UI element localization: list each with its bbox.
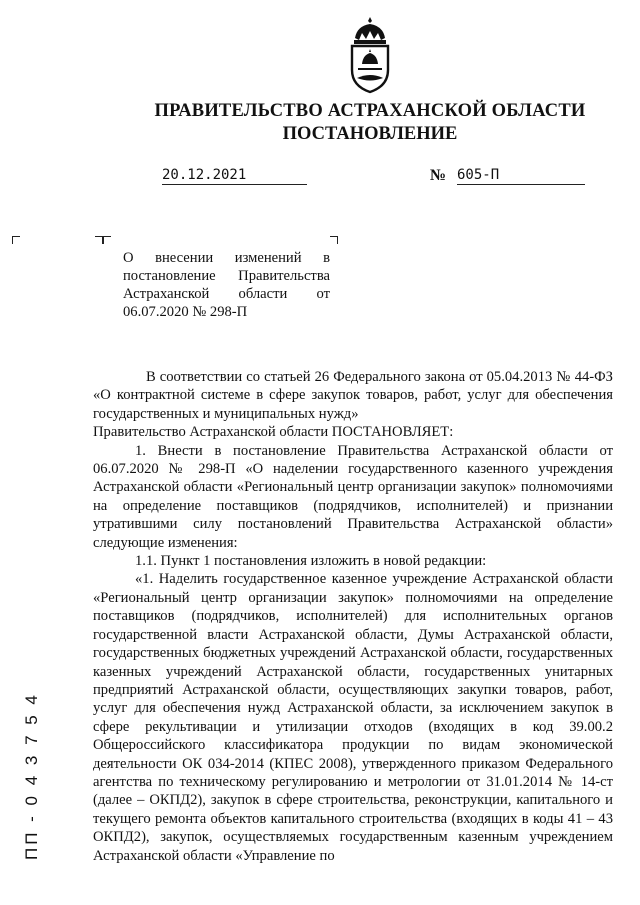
resolution-line: Правительство Астраханской области ПОСТАНОВЛЯЕТ: <box>93 424 454 441</box>
corner-mark <box>95 236 103 244</box>
corner-mark <box>103 236 111 244</box>
coat-of-arms-icon <box>343 16 397 94</box>
side-registration-stamp: ПП - 0 4 3 7 5 4 <box>22 692 41 860</box>
preamble-paragraph: В соответствии со статьей 26 Федерального закона от 05.04.2013 № 44-ФЗ «О контрактной системе в сфере закупок товаров, работ, услуг для обеспечения государственных и муниципальных нужд» <box>93 369 613 422</box>
document-body <box>93 368 613 865</box>
document-type: ПОСТАНОВЛЕНИЕ <box>282 124 458 144</box>
document-number: 605-П <box>457 167 585 185</box>
clause-1-1-paragraph: 1.1. Пункт 1 постановления изложить в новой редакции: <box>135 553 487 570</box>
org-title: ПРАВИТЕЛЬСТВО АСТРАХАНСКОЙ ОБЛАСТИ <box>154 101 586 121</box>
corner-mark <box>330 236 338 244</box>
clause-1-paragraph: 1. Внести в постановление Правительства Астраханской области от 06.07.2020 № 298-П «О наделении государственного казенного учреждения Астраханской области «Региональный центр организации закупок» полномочиями на определение поставщиков (подрядчиков, исполнителей) и признании утратившими силу постановлений Правительства Астраханской области» следующие изменения: <box>93 442 613 551</box>
document-date: 20.12.2021 <box>162 167 307 185</box>
number-label: № <box>430 167 447 184</box>
corner-mark <box>12 236 20 244</box>
amended-text-paragraph: «1. Наделить государственное казенное учреждение Астраханской области «Региональный центр организации закупок» полномочиями на определение поставщиков (подрядчиков, исполнителей) для исполнительных органов государственной власти Астраханской области, Думы Астраханской области, государственных бюджетных учреждений Астраханской области, государственных казенных учреждений Астраханской области, государственных унитарных предприятий Астраханской области, осуществляющих закупки товаров, работ, услуг для обеспечения нужд Астраханской области, за исключением закупок в сфере рекультивации и утилизации отходов (входящих в код 39.00.2 Общероссийского классификатора продукции по видам экономической деятельности ОК 034-2014 (КПЕС 2008), утвержденного приказом Федерального агентства по техническому регулированию и метрологии от 31.01.2014 № 14-ст (далее – ОКПД2), закупок в сфере строительства, реконструкции, капитального и текущего ремонта объектов капитального строительства (входящих в коды 41 – 43 ОКПД2), закупок, осуществляемых государственным казенным учреждением Астраханской области «Управление по <box>93 571 613 864</box>
document-subject: О внесении изменений в постановление Правительства Астраханской области от 06.07.2020 № 298-П <box>123 250 330 320</box>
